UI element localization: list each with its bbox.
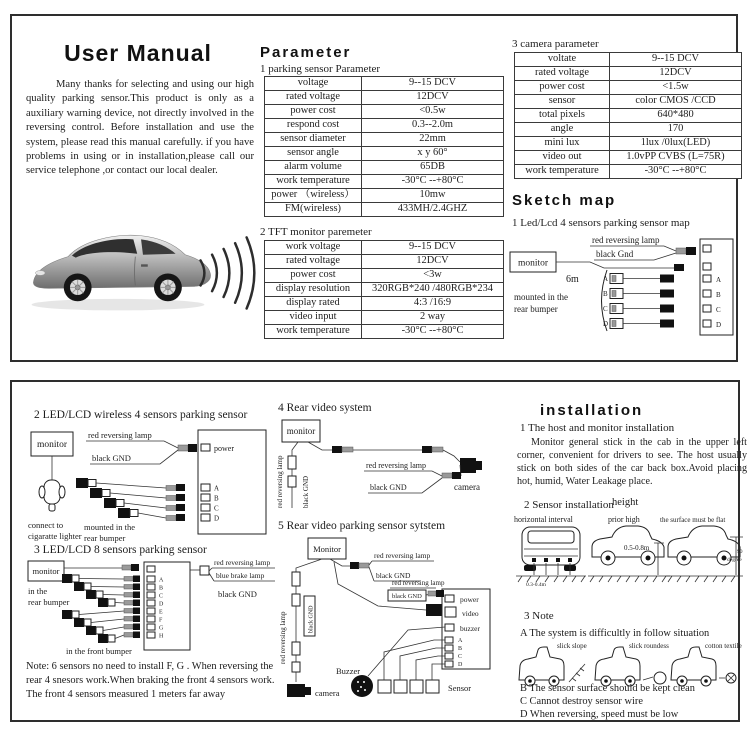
port-letter: D xyxy=(458,662,463,668)
param-value: 1lux /0lux(LED) xyxy=(610,137,742,151)
param-value: 12DCV xyxy=(610,67,742,81)
parameter-heading: Parameter xyxy=(260,44,352,61)
install1-title: 1 The host and monitor installation xyxy=(520,422,675,434)
param-label: power cost xyxy=(515,81,610,95)
table-row xyxy=(265,133,504,147)
param-value: 12DCV xyxy=(362,255,504,269)
port-letter: C xyxy=(159,593,164,600)
sensor-letter: B xyxy=(603,290,608,298)
camera-parameter-table xyxy=(514,52,742,179)
param-value: color CMOS /CCD xyxy=(610,95,742,109)
sensor-caption: Sensor xyxy=(448,683,472,693)
sketch-map-diagram xyxy=(506,234,736,360)
monitor-label: monitor xyxy=(32,566,60,576)
video-label: video xyxy=(462,609,479,618)
camera-table-title: 3 camera parameter xyxy=(512,38,599,50)
eight-sensor-diagram xyxy=(26,558,276,656)
param-label: rated voltage xyxy=(265,255,362,269)
monitor-label: monitor xyxy=(36,440,68,450)
note-line-b: B The sensor surface should be kept clean xyxy=(520,683,695,694)
sensor-letter: C xyxy=(603,305,608,313)
sensor-letter: D xyxy=(603,320,609,328)
table-row xyxy=(265,269,504,283)
port-letter: B xyxy=(458,646,463,652)
connect-label-1: connect to xyxy=(28,520,64,530)
param-value: -30°C --+80°C xyxy=(362,325,504,339)
port-letter: D xyxy=(159,601,164,608)
table-row xyxy=(265,119,504,133)
note-line-a: A The system is difficultly in follow situation xyxy=(520,628,710,639)
table-row xyxy=(515,123,742,137)
table-row xyxy=(515,109,742,123)
param-value: 22mm xyxy=(362,133,504,147)
measure-label-1: 0.3-0.4m xyxy=(526,582,546,588)
param-label: video out xyxy=(515,151,610,165)
param-value: 1.0vPP CVBS (L=75R) xyxy=(610,151,742,165)
vertical-red-lamp-label: red reversing lamp xyxy=(276,455,284,508)
param-value: 9--15 DCV xyxy=(362,241,504,255)
param-value: x y 60° xyxy=(362,147,504,161)
port-letter: C xyxy=(716,306,721,314)
sensor-letter: A xyxy=(603,275,609,283)
section4-title: 4 Rear video system xyxy=(278,402,372,414)
vertical-black-gnd-label: black GND xyxy=(308,605,315,633)
param-value: 640*480 xyxy=(610,109,742,123)
cable-length-label: 6m xyxy=(566,274,579,285)
power-label: power xyxy=(214,444,234,453)
install2-height-label: height xyxy=(612,497,639,508)
table-row xyxy=(515,95,742,109)
bottom-panel xyxy=(10,380,747,722)
param-value: <1.5w xyxy=(610,81,742,95)
param-label: mini lux xyxy=(515,137,610,151)
param-value: 2 way xyxy=(362,311,504,325)
black-gnd-label-1: black GND xyxy=(376,571,411,580)
param-value: -30°C --+80°C xyxy=(362,175,504,189)
param-label: voltate xyxy=(515,53,610,67)
car-shadow xyxy=(32,299,205,311)
table2-title: 2 TFT monitor paremeter xyxy=(260,226,372,238)
power-label: power xyxy=(460,595,479,604)
port-letter: D xyxy=(214,514,220,523)
param-value: <0.5w xyxy=(362,105,504,119)
red-lamp-label-1: red reversing lamp xyxy=(374,551,431,560)
table-row xyxy=(515,67,742,81)
note-line-d: D When reversing, speed must be low xyxy=(520,709,679,720)
black-gnd-label: black Gnd xyxy=(596,249,634,259)
rear-video-parking-diagram xyxy=(278,534,534,720)
rear-wheel xyxy=(154,273,182,301)
param-label: display resolution xyxy=(265,283,362,297)
measure-label-3b: degree xyxy=(727,557,742,563)
mounted-label-2: rear bumper xyxy=(514,304,558,314)
sketch-map-heading: Sketch map xyxy=(512,192,617,209)
param-label: rated voltage xyxy=(515,67,610,81)
sensor-rows xyxy=(610,274,711,329)
port-letter: B xyxy=(214,494,219,503)
param-label: respond cost xyxy=(265,119,362,133)
black-gnd-label-2: black GND xyxy=(392,593,422,600)
port-letter: B xyxy=(159,585,164,592)
diagram-label-prior-high: prior high xyxy=(608,515,640,524)
measure-label-3a: 90 xyxy=(737,549,743,555)
note-title: 3 Note xyxy=(524,610,554,622)
blue-lamp-label: blue brake lamp xyxy=(216,571,265,580)
red-lamp-label: red reversing lamp xyxy=(366,461,426,470)
param-label: total pixels xyxy=(515,109,610,123)
param-label: work voltage xyxy=(265,241,362,255)
param-label: sensor xyxy=(515,95,610,109)
rear-video-diagram xyxy=(274,416,522,516)
sensor-icons xyxy=(378,680,439,693)
table-row xyxy=(515,137,742,151)
param-label: work temperature xyxy=(265,325,362,339)
port-letter: E xyxy=(159,609,163,616)
red-lamp-label: red reversing lamp xyxy=(88,430,152,440)
sensor-rows xyxy=(62,574,155,643)
table-row xyxy=(265,189,504,203)
black-gnd-label: black GND xyxy=(370,483,407,492)
truck-icon xyxy=(519,647,564,686)
red-lamp-label: red reversing lamp xyxy=(592,235,660,245)
param-label: voltage xyxy=(265,77,362,91)
install2-title: 2 Sensor installation xyxy=(524,499,614,511)
sensor-install-diagrams xyxy=(514,513,744,606)
top-panel xyxy=(10,14,738,362)
port-letter: A xyxy=(716,276,722,284)
param-value: 9--15 DCV xyxy=(362,77,504,91)
port-letter: C xyxy=(214,504,219,513)
port-letter: F xyxy=(159,617,163,624)
table-row xyxy=(265,241,504,255)
monitor-label: monitor xyxy=(517,258,549,269)
table-row xyxy=(265,147,504,161)
table-row xyxy=(515,165,742,179)
red-lamp-label: red reversing lamp xyxy=(214,558,271,567)
param-value: 10mw xyxy=(362,189,504,203)
headlight xyxy=(35,271,45,276)
param-value: 9--15 DCV xyxy=(610,53,742,67)
param-label: work temperature xyxy=(515,165,610,179)
param-label: power （wireless） xyxy=(265,189,362,203)
install1-paragraph: Monitor general stick in the cab in the upper left corner, convenient for drivers to see. The host usually stick on both sides of the car back box.Avoid placing hot, humid, Water Leakage place. xyxy=(517,437,747,488)
table-row xyxy=(265,105,504,119)
param-value: 4:3 /16:9 xyxy=(362,297,504,311)
in-rear-label-1: in the xyxy=(28,586,48,596)
param-value: 12DCV xyxy=(362,91,504,105)
connect-label-2: cigaratte lighter xyxy=(28,531,82,541)
mounted-label-2: rear bumper xyxy=(84,533,126,543)
camera-label: camera xyxy=(454,482,480,492)
measure-label-2: 0.5-0.8m xyxy=(624,544,650,552)
table-row xyxy=(265,311,504,325)
section5-title: 5 Rear video parking sensor sytstem xyxy=(278,520,446,532)
param-label: alarm volume xyxy=(265,161,362,175)
table1-title: 1 parking sensor Parameter xyxy=(260,63,381,75)
mounted-label-1: mounted in the xyxy=(514,292,568,302)
port-letter: A xyxy=(214,484,220,493)
camera-label: camera xyxy=(315,688,340,698)
param-value: -30°C --+80°C xyxy=(610,165,742,179)
mounted-label-1: mounted in the xyxy=(84,522,135,532)
sketch-map-subtitle: 1 Led/Lcd 4 sensors parking sensor map xyxy=(512,217,690,229)
param-label: sensor angle xyxy=(265,147,362,161)
param-label: work temperature xyxy=(265,175,362,189)
section2-title: 2 LED/LCD wireless 4 sensors parking sensor xyxy=(34,409,248,421)
table-row xyxy=(515,151,742,165)
camera-icon xyxy=(287,684,311,697)
param-value: 65DB xyxy=(362,161,504,175)
param-value: 0.3--2.0m xyxy=(362,119,504,133)
param-label: display rated xyxy=(265,297,362,311)
table-row xyxy=(265,77,504,91)
buzzer-label: buzzer xyxy=(460,624,480,633)
table-row xyxy=(265,297,504,311)
diagram-label-cotton-textile: cotton textile xyxy=(705,642,742,650)
red-lamp-label-2: red reversing lamp xyxy=(392,579,445,587)
param-value: 170 xyxy=(610,123,742,137)
camera-icon xyxy=(460,458,482,473)
vertical-red-lamp-label: red reversing lamp xyxy=(279,611,287,664)
port-letter: B xyxy=(716,291,721,299)
diagram-label-horizontal-interval: horizontal interval xyxy=(514,515,573,524)
port-letter: A xyxy=(458,638,463,644)
black-gnd-label: black GND xyxy=(92,453,131,463)
note-paragraph: Note: 6 sensors no need to install F, G . When reversing the rear 4 snesors work.When braking the front 4 sensors work. The front 4 sensors measured 1 meters far away xyxy=(26,661,275,700)
param-label: sensor diameter xyxy=(265,133,362,147)
param-value: 320RGB*240 /480RGB*234 xyxy=(362,283,504,297)
param-label: video input xyxy=(265,311,362,325)
table-row xyxy=(265,203,504,217)
cigarette-plug-icon xyxy=(39,480,65,511)
buzzer-caption: Buzzer xyxy=(336,666,361,676)
param-value: 433MH/2.4GHZ xyxy=(362,203,504,217)
page-title: User Manual xyxy=(64,40,212,66)
in-front-label: in the front bumper xyxy=(66,646,132,656)
port-letter: A xyxy=(159,577,164,584)
intro-paragraph: Many thanks for selecting and using our high quality parking sensor.This product is only as a auxiliary warning device, not directly involved in the reversing control. Before installation and use the system, please read this manual carefully. if you have problems in using or in installation,please call our service telephone ,or contact our local dealer. xyxy=(26,79,254,177)
param-label: power cost xyxy=(265,105,362,119)
diagram-label-surface-flat: the surface must be flat xyxy=(660,516,726,524)
front-wheel xyxy=(64,273,92,301)
param-label: FM(wireless) xyxy=(265,203,362,217)
black-gnd-label: black GND xyxy=(218,589,257,599)
port-letter: G xyxy=(159,625,164,632)
monitor-label: Monitor xyxy=(313,544,341,554)
buzzer-icon xyxy=(351,675,373,697)
table-row xyxy=(265,325,504,339)
section3-title: 3 LED/LCD 8 sensors parking sensor xyxy=(34,544,207,556)
param-label: rated voltage xyxy=(265,91,362,105)
wireless-4-sensor-diagram xyxy=(26,424,272,544)
table-row xyxy=(515,53,742,67)
sensor-rows xyxy=(76,478,210,521)
port-letter: H xyxy=(159,633,164,640)
tft-monitor-parameter-table xyxy=(264,240,504,339)
monitor-label: monitor xyxy=(286,426,316,436)
note-line-c: C Cannot destroy sensor wire xyxy=(520,696,643,707)
port-letter: D xyxy=(716,321,722,329)
table-row xyxy=(265,255,504,269)
parking-sensor-parameter-table xyxy=(264,76,504,217)
param-value: <3w xyxy=(362,269,504,283)
installation-heading: installation xyxy=(540,402,644,419)
car-illustration xyxy=(22,216,262,328)
table-row xyxy=(265,175,504,189)
table-row xyxy=(265,91,504,105)
table-row xyxy=(265,161,504,175)
port-letter: C xyxy=(458,654,463,660)
table-row xyxy=(265,283,504,297)
in-rear-label-2: rear bumper xyxy=(28,597,70,607)
vertical-black-gnd-label: black GND xyxy=(302,475,310,508)
table-row xyxy=(515,81,742,95)
diagram-label-slick-roundness: slick roundess xyxy=(629,642,669,650)
diagram-label-slick-slope: slick slope xyxy=(557,642,587,650)
car-rear-view xyxy=(522,527,580,575)
param-label: angle xyxy=(515,123,610,137)
param-label: power cost xyxy=(265,269,362,283)
